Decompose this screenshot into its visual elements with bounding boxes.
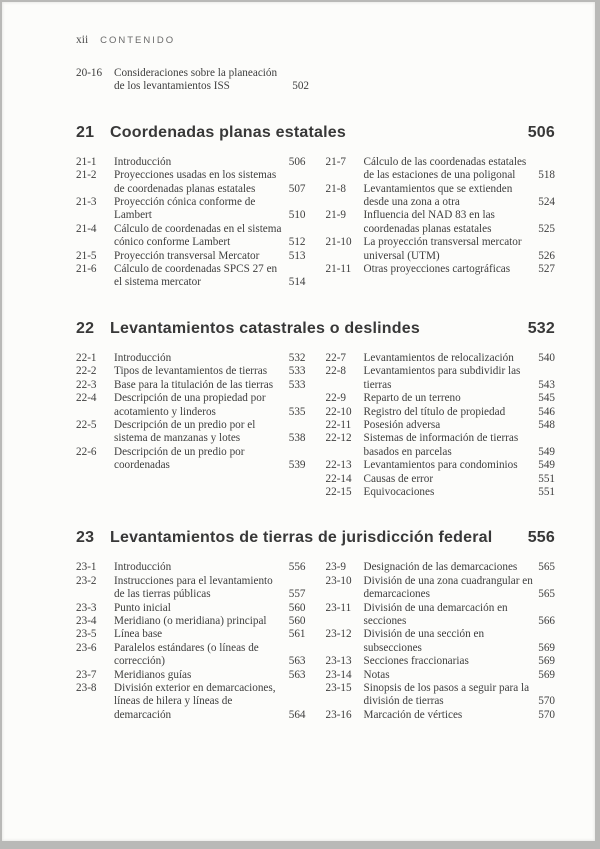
entry-page: 545 <box>538 392 555 405</box>
entry-page: 533 <box>288 365 306 378</box>
entry-title: Descripción de un predio por el sistema de manzanas y lotes <box>114 418 256 445</box>
toc-entry <box>76 615 306 628</box>
entry-title: Equivocaciones <box>363 485 435 498</box>
toc-entry <box>76 575 306 602</box>
toc-entry <box>326 432 556 459</box>
entry-page: 560 <box>288 614 306 627</box>
entry-page: 570 <box>538 695 555 708</box>
entry-title: Punto inicial <box>114 601 171 614</box>
entry-page: 549 <box>538 445 555 458</box>
entry-page: 560 <box>288 601 306 614</box>
entry-page: 569 <box>538 668 555 681</box>
entry-page: 565 <box>538 588 555 601</box>
toc-entry <box>76 419 306 446</box>
entry-title: Influencia del NAD 83 en las coordenadas planas estatales <box>363 209 495 235</box>
entry-title: Base para la titulación de las tierras <box>114 378 274 391</box>
entry-title: Tipos de levantamientos de tierras <box>114 365 268 378</box>
toc-entry <box>326 352 556 365</box>
toc-entry <box>326 561 556 574</box>
entry-number: 23-11 <box>325 601 352 614</box>
entry-title: Levantamientos que se extienden desde una zona a otra <box>363 182 513 209</box>
entry-number: 20-16 <box>76 67 103 79</box>
entry-page: 524 <box>538 196 555 209</box>
chapter-title: Levantamientos de tierras de jurisdicción federal <box>110 529 493 547</box>
entry-number: 23-9 <box>325 561 347 574</box>
entry-number: 21-7 <box>325 155 347 168</box>
entry-page: 535 <box>288 405 306 418</box>
entry-page: 513 <box>288 249 306 262</box>
entry-page: 557 <box>288 588 306 601</box>
entry-page: 569 <box>538 655 555 668</box>
entry-number: 21-5 <box>76 249 97 262</box>
entry-number: 22-3 <box>76 378 97 391</box>
entry-number: 22-11 <box>325 418 352 431</box>
toc-entry <box>326 628 556 655</box>
entry-number: 22-9 <box>325 392 347 405</box>
entry-title: Sinopsis de los pasos a seguir para la división de tierras <box>363 682 530 708</box>
toc-entry <box>76 156 306 169</box>
entry-title: Sistemas de información de tierras basados en parcelas <box>363 432 519 458</box>
toc-entry <box>76 379 306 392</box>
entry-title: Proyección transversal Mercator <box>114 249 260 262</box>
entry-page: 506 <box>288 155 306 168</box>
toc-entry <box>326 709 556 722</box>
entry-title: Introducción <box>114 561 172 574</box>
entry-title: Cálculo de las coordenadas estatales de las estaciones de una poligonal <box>363 155 527 182</box>
entry-number: 22-7 <box>325 351 347 364</box>
entry-number: 22-12 <box>325 432 352 445</box>
toc-entry <box>76 669 306 682</box>
toc-entry <box>326 682 556 709</box>
toc-chapter <box>76 527 555 722</box>
entry-title: Proyección cónica conforme de Lambert <box>114 196 256 222</box>
entry-page: 539 <box>288 459 306 472</box>
entry-title: Secciones fraccionarias <box>363 655 469 668</box>
entry-number: 21-9 <box>325 209 347 222</box>
toc-entry <box>326 209 556 236</box>
entry-number: 22-10 <box>325 405 352 418</box>
toc-entry <box>326 156 556 183</box>
chapter-columns <box>76 352 555 499</box>
entry-number: 22-13 <box>325 459 352 472</box>
toc-entry-carryover <box>76 67 309 94</box>
entry-title: Levantamientos de relocalización <box>363 351 514 364</box>
toc-entry <box>76 169 306 196</box>
entry-title: Meridiano (o meridiana) principal <box>114 614 267 627</box>
entry-number: 22-15 <box>325 485 352 498</box>
toc-entry <box>76 602 306 615</box>
entry-title: Línea base <box>114 628 163 641</box>
entry-number: 23-4 <box>76 614 97 627</box>
chapter-title: Coordenadas planas estatales <box>110 123 346 141</box>
entry-number: 23-14 <box>325 668 352 681</box>
toc-entry <box>326 459 556 472</box>
entry-title: División exterior en demarcaciones, líneas de hilera y líneas de demarcación <box>114 682 276 721</box>
entry-number: 23-3 <box>76 601 97 614</box>
chapter-number: 23 <box>76 529 95 547</box>
entry-page: 510 <box>288 209 306 222</box>
entry-page: 543 <box>538 378 555 391</box>
toc-entry <box>326 602 556 629</box>
entry-title: Introducción <box>114 155 172 168</box>
entry-page: 533 <box>288 378 306 391</box>
entry-number: 22-6 <box>76 445 97 458</box>
toc-entry <box>326 486 556 499</box>
chapter-number: 22 <box>76 319 95 337</box>
entry-page: 518 <box>538 169 555 182</box>
chapter-col-right <box>326 156 556 290</box>
book-page <box>2 2 595 841</box>
entry-number: 22-14 <box>325 472 352 485</box>
toc-entry <box>76 682 306 722</box>
entry-title: Paralelos estándares (o líneas de corrección) <box>114 641 259 668</box>
toc-entry <box>326 365 556 392</box>
toc-entry <box>76 628 306 641</box>
toc-chapter <box>76 122 555 290</box>
entry-page: 561 <box>288 628 306 641</box>
toc-entry <box>326 669 556 682</box>
entry-title: Reparto de un terreno <box>363 392 461 405</box>
toc-entry <box>326 419 556 432</box>
entry-page: 512 <box>288 236 306 249</box>
entry-number: 22-1 <box>76 351 97 364</box>
entry-page: 563 <box>288 655 306 668</box>
entry-title: Descripción de un predio por coordenadas <box>114 445 245 472</box>
entry-title: Proyecciones usadas en los sistemas de coordenadas planas estatales <box>114 169 277 195</box>
entry-page: 570 <box>538 708 555 721</box>
entry-title: Meridianos guías <box>114 668 192 681</box>
toc-entry <box>76 196 306 223</box>
entry-number: 21-10 <box>325 236 352 249</box>
entry-number: 23-13 <box>325 655 352 668</box>
entry-page: 565 <box>538 561 555 574</box>
entry-page: 526 <box>538 249 555 262</box>
chapter-heading <box>76 122 555 144</box>
entry-title: Descripción de una propiedad por acotamiento y linderos <box>114 392 266 418</box>
entry-title: División de una zona cuadrangular en demarcaciones <box>363 574 533 601</box>
chapter-columns <box>76 561 555 722</box>
entry-title: Registro del título de propiedad <box>363 405 506 418</box>
entry-number: 21-2 <box>76 169 97 182</box>
chapter-title: Levantamientos catastrales o deslindes <box>110 319 420 337</box>
entry-title: Designación de las demarcaciones <box>363 561 518 574</box>
chapter-page: 532 <box>527 319 555 337</box>
entry-number: 22-2 <box>76 365 97 378</box>
entry-page: 548 <box>538 418 555 431</box>
toc-entry <box>326 236 556 263</box>
entry-page: 546 <box>538 405 555 418</box>
entry-page: 569 <box>538 641 555 654</box>
entry-number: 21-3 <box>76 196 97 209</box>
toc-chapter <box>76 318 555 499</box>
toc-entry <box>76 561 306 574</box>
entry-number: 23-7 <box>76 668 97 681</box>
entry-title: Causas de error <box>363 472 434 485</box>
entry-title: Marcación de vértices <box>363 708 463 721</box>
entry-title: División de una demarcación en secciones <box>363 601 508 627</box>
toc-entry <box>326 392 556 405</box>
entry-page: 527 <box>538 263 555 276</box>
toc-entry <box>326 406 556 419</box>
chapter-heading <box>76 318 555 340</box>
entry-page: 540 <box>538 351 555 364</box>
entry-title: Posesión adversa <box>363 418 441 431</box>
entry-number: 23-2 <box>76 574 97 587</box>
toc-entry <box>326 655 556 668</box>
toc-entry <box>76 365 306 378</box>
entry-page: 563 <box>288 668 306 681</box>
entry-page: 556 <box>288 561 306 574</box>
toc-entry <box>76 446 306 473</box>
toc-entry <box>76 392 306 419</box>
entry-number: 23-10 <box>325 574 352 587</box>
entry-title: Levantamientos para subdividir las tierras <box>363 365 521 391</box>
toc-entry <box>326 473 556 486</box>
entry-title: Instrucciones para el levantamiento de las tierras públicas <box>114 574 273 601</box>
page-folio: xii <box>76 34 89 46</box>
chapter-col-right <box>326 352 556 499</box>
entry-number: 22-4 <box>76 392 97 405</box>
entry-title: Cálculo de coordenadas SPCS 27 en el sistema mercator <box>114 263 278 289</box>
chapter-page: 506 <box>527 123 555 141</box>
entry-number: 21-11 <box>325 263 352 276</box>
entry-title: División de una sección en subsecciones <box>363 628 485 654</box>
entry-page: 532 <box>288 351 306 364</box>
chapter-page: 556 <box>527 529 555 547</box>
entry-page: 549 <box>538 459 555 472</box>
toc-entry <box>326 263 556 276</box>
chapter-col-right <box>326 561 556 722</box>
entry-number: 21-4 <box>76 222 97 235</box>
chapter-col-left <box>76 156 306 290</box>
toc-entry <box>76 642 306 669</box>
entry-number: 21-6 <box>76 263 97 276</box>
entry-number: 23-5 <box>76 628 97 641</box>
toc-chapters <box>76 122 555 722</box>
entry-number: 23-15 <box>325 682 352 694</box>
page-header-title: CONTENIDO <box>100 35 176 46</box>
toc-entry <box>76 352 306 365</box>
entry-page: 514 <box>288 276 306 289</box>
entry-page: 564 <box>288 708 306 721</box>
entry-title: Levantamientos para condominios <box>363 459 518 472</box>
entry-number: 21-1 <box>76 155 97 168</box>
entry-page: 525 <box>538 222 555 235</box>
chapter-number: 21 <box>76 123 95 141</box>
chapter-col-left <box>76 352 306 499</box>
chapter-col-left <box>76 561 306 722</box>
entry-page: 502 <box>292 80 309 93</box>
entry-number: 23-16 <box>325 708 352 721</box>
entry-number: 23-8 <box>76 682 97 694</box>
entry-page: 551 <box>538 472 555 485</box>
toc-entry <box>76 250 306 263</box>
entry-title: La proyección transversal mercator universal (UTM) <box>363 236 522 262</box>
chapter-heading <box>76 527 555 549</box>
entry-number: 22-8 <box>325 365 347 378</box>
entry-title: Otras proyecciones cartográficas <box>363 263 511 276</box>
entry-title: Cálculo de coordenadas en el sistema cónico conforme Lambert <box>114 222 282 249</box>
entry-title: Introducción <box>114 351 172 364</box>
toc-entry <box>76 263 306 290</box>
entry-page: 538 <box>288 432 306 445</box>
entry-number: 23-12 <box>325 628 352 641</box>
entry-number: 23-6 <box>76 641 97 654</box>
entry-page: 566 <box>538 614 555 627</box>
toc-entry <box>326 575 556 602</box>
running-header <box>76 34 555 47</box>
entry-title: Notas <box>363 668 390 681</box>
toc-entry <box>326 183 556 210</box>
entry-number: 22-5 <box>76 418 97 431</box>
entry-page: 551 <box>538 485 555 498</box>
entry-number: 21-8 <box>325 182 347 195</box>
entry-title: Consideraciones sobre la planeación de los levantamientos ISS <box>114 67 278 93</box>
toc-entry <box>76 223 306 250</box>
entry-page: 507 <box>288 182 306 195</box>
chapter-columns <box>76 156 555 290</box>
entry-number: 23-1 <box>76 561 97 574</box>
